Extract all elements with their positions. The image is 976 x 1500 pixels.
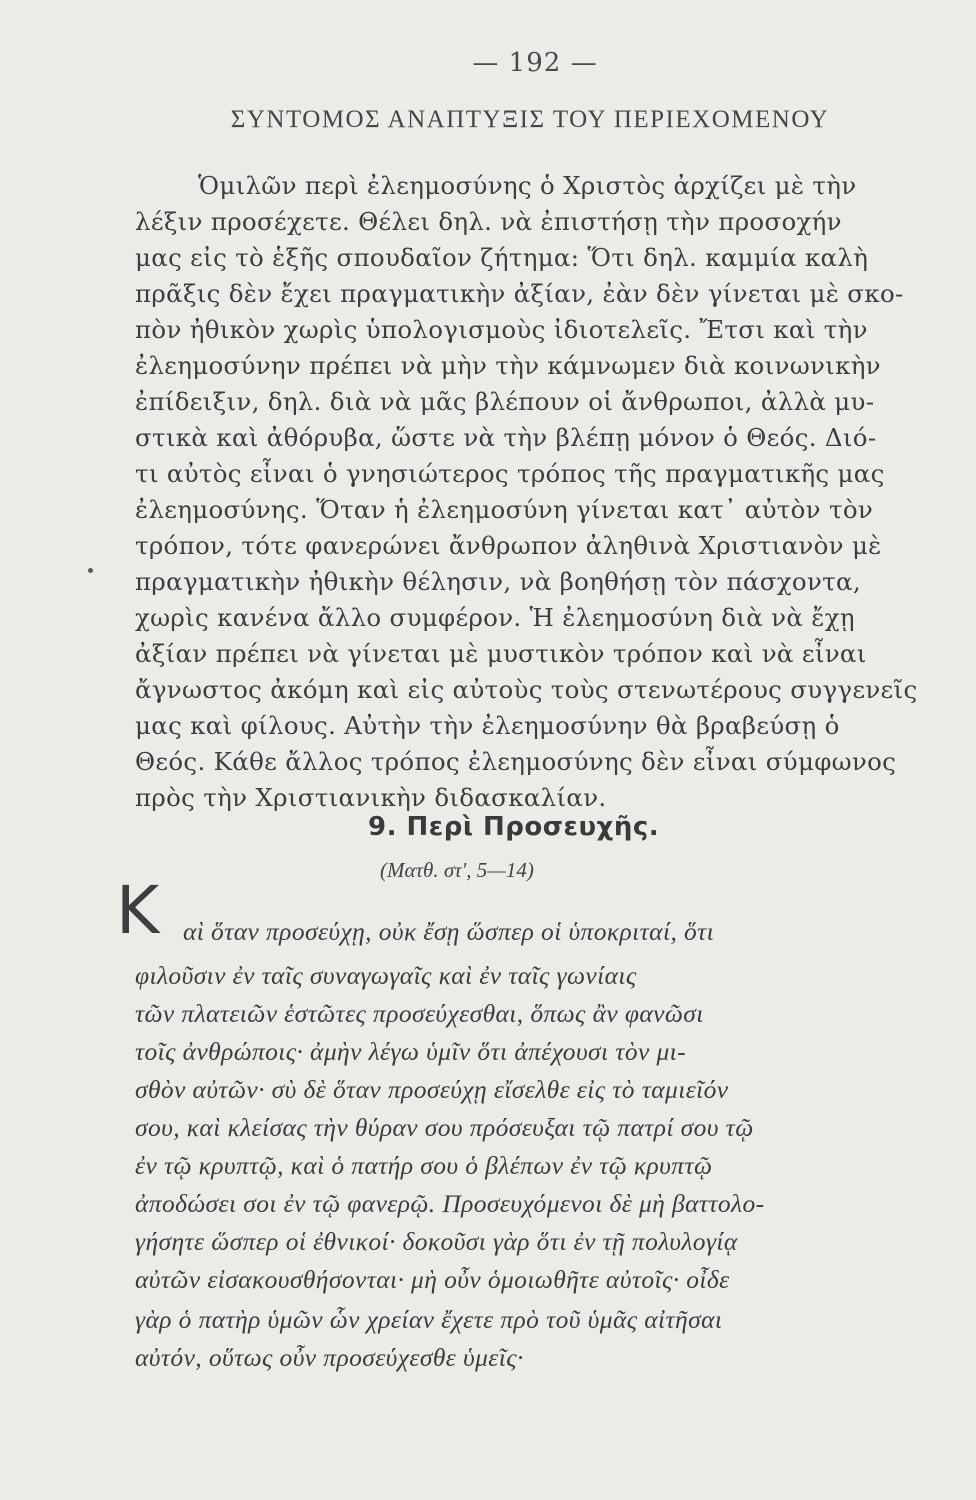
summary-line: μας εἰς τὸ ἑξῆς σπουδαῖον ζήτημα: Ὅτι δηλ. καμμία καλὴ [135, 243, 869, 272]
summary-line: ἐλεημοσύνην πρέπει νὰ μὴν τὴν κάμνωμεν διὰ κοινωνικὴν [135, 351, 881, 380]
scripture-line: γὰρ ὁ πατὴρ ὑμῶν ὧν χρείαν ἔχετε πρὸ τοῦ ὑμᾶς αἰτῆσαι [135, 1305, 723, 1334]
summary-line: τρόπον, τότε φανερώνει ἄνθρωπον ἀληθινὰ Χριστιανὸν μὲ [135, 531, 882, 560]
summary-line: ἀξίαν πρέπει νὰ γίνεται μὲ μυστικὸν τρόπον καὶ νὰ εἶναι [135, 639, 867, 668]
scripture-line: σου, καὶ κλείσας τὴν θύραν σου πρόσευξαι τῷ πατρί σου τῷ [135, 1113, 754, 1142]
scripture-line: γήσητε ὥσπερ οἱ ἐθνικοί· δοκοῦσι γὰρ ὅτι ἐν τῇ πολυλογίᾳ [135, 1227, 738, 1256]
scripture-line: τοῖς ἀνθρώποις· ἀμὴν λέγω ὑμῖν ὅτι ἀπέχουσι τὸν μι- [135, 1037, 687, 1066]
summary-heading: ΣΥΝΤΟΜΟΣ ΑΝΑΠΤΥΞΙΣ ΤΟΥ ΠΕΡΙΕΧΟΜΕΝΟΥ [230, 106, 830, 133]
summary-line: ἄγνωστος ἀκόμη καὶ εἰς αὐτοὺς τοὺς στενωτέρους συγγενεῖς [135, 675, 918, 704]
scripture-line: ἀποδώσει σοι ἐν τῷ φανερῷ. Προσευχόμενοι δὲ μὴ βαττολο- [135, 1189, 765, 1218]
scripture-line: τῶν πλατειῶν ἑστῶτες προσεύχεσθαι, ὅπως ἂν φανῶσι [135, 999, 704, 1028]
scripture-line: φιλοῦσιν ἐν ταῖς συναγωγαῖς καὶ ἐν ταῖς γωνίαις [135, 961, 637, 990]
summary-line: Ὁμιλῶν περὶ ἐλεημοσύνης ὁ Χριστὸς ἀρχίζει μὲ τὴν [198, 171, 857, 200]
summary-line: μας καὶ φίλους. Αὐτὴν τὴν ἐλεημοσύνην θὰ βραβεύσῃ ὁ [135, 711, 840, 740]
summary-line: Θεός. Κάθε ἄλλος τρόπος ἐλεημοσύνης δὲν εἶναι σύμφωνος [135, 747, 897, 776]
summary-line: τι αὐτὸς εἶναι ὁ γνησιώτερος τρόπος τῆς πραγματικῆς μας [135, 459, 885, 488]
section-title: 9. Περὶ Προσευχῆς. [368, 812, 660, 842]
summary-line: χωρὶς κανένα ἄλλο συμφέρον. Ἡ ἐλεημοσύνη διὰ νὰ ἔχῃ [135, 603, 855, 632]
summary-line: ἐπίδειξιν, δηλ. διὰ νὰ μᾶς βλέπουν οἱ ἄνθρωποι, ἀλλὰ μυ- [135, 387, 875, 416]
scripture-reference: (Ματθ. στ', 5—14) [380, 858, 534, 882]
scripture-line: αὐτῶν εἰσακουσθήσονται· μὴ οὖν ὁμοιωθῆτε αὐτοῖς· οἶδε [135, 1265, 730, 1294]
summary-line: πὸν ἠθικὸν χωρὶς ὑπολογισμοὺς ἰδιοτελεῖς. Ἔτσι καὶ τὴν [135, 315, 868, 344]
scripture-line: ἐν τῷ κρυπτῷ, καὶ ὁ πατήρ σου ὁ βλέπων ἐν τῷ κρυπτῷ [135, 1151, 713, 1180]
page-number: — 192 — [472, 48, 598, 78]
scripture-line: αὶ ὅταν προσεύχῃ, οὐκ ἔσῃ ὥσπερ οἱ ὑποκριταί, ὅτι [183, 917, 715, 946]
margin-dot-mark [88, 568, 93, 573]
summary-line: πραγματικὴν ἠθικὴν θέλησιν, νὰ βοηθήσῃ τὸν πάσχοντα, [135, 567, 861, 596]
summary-line: στικὰ καὶ ἀθόρυβα, ὥστε νὰ τὴν βλέπῃ μόνον ὁ Θεός. Διό- [135, 423, 877, 452]
summary-line: ἐλεημοσύνης. Ὅταν ἡ ἐλεημοσύνη γίνεται κατ᾽ αὐτὸν τὸν [135, 495, 874, 524]
summary-line: πρὸς τὴν Χριστιανικὴν διδασκαλίαν. [135, 783, 607, 812]
scripture-line: σθὸν αὐτῶν· σὺ δὲ ὅταν προσεύχῃ εἴσελθε εἰς τὸ ταμιεῖόν [135, 1075, 729, 1104]
scripture-line: αὐτόν, οὕτως οὖν προσεύχεσθε ὑμεῖς· [135, 1343, 524, 1372]
summary-line: λέξιν προσέχετε. Θέλει δηλ. νὰ ἐπιστήσῃ τὴν προσοχήν [135, 207, 842, 236]
drop-cap-initial: Κ [116, 872, 160, 949]
summary-line: πρᾶξις δὲν ἔχει πραγματικὴν ἀξίαν, ἐὰν δὲν γίνεται μὲ σκο- [135, 279, 904, 308]
